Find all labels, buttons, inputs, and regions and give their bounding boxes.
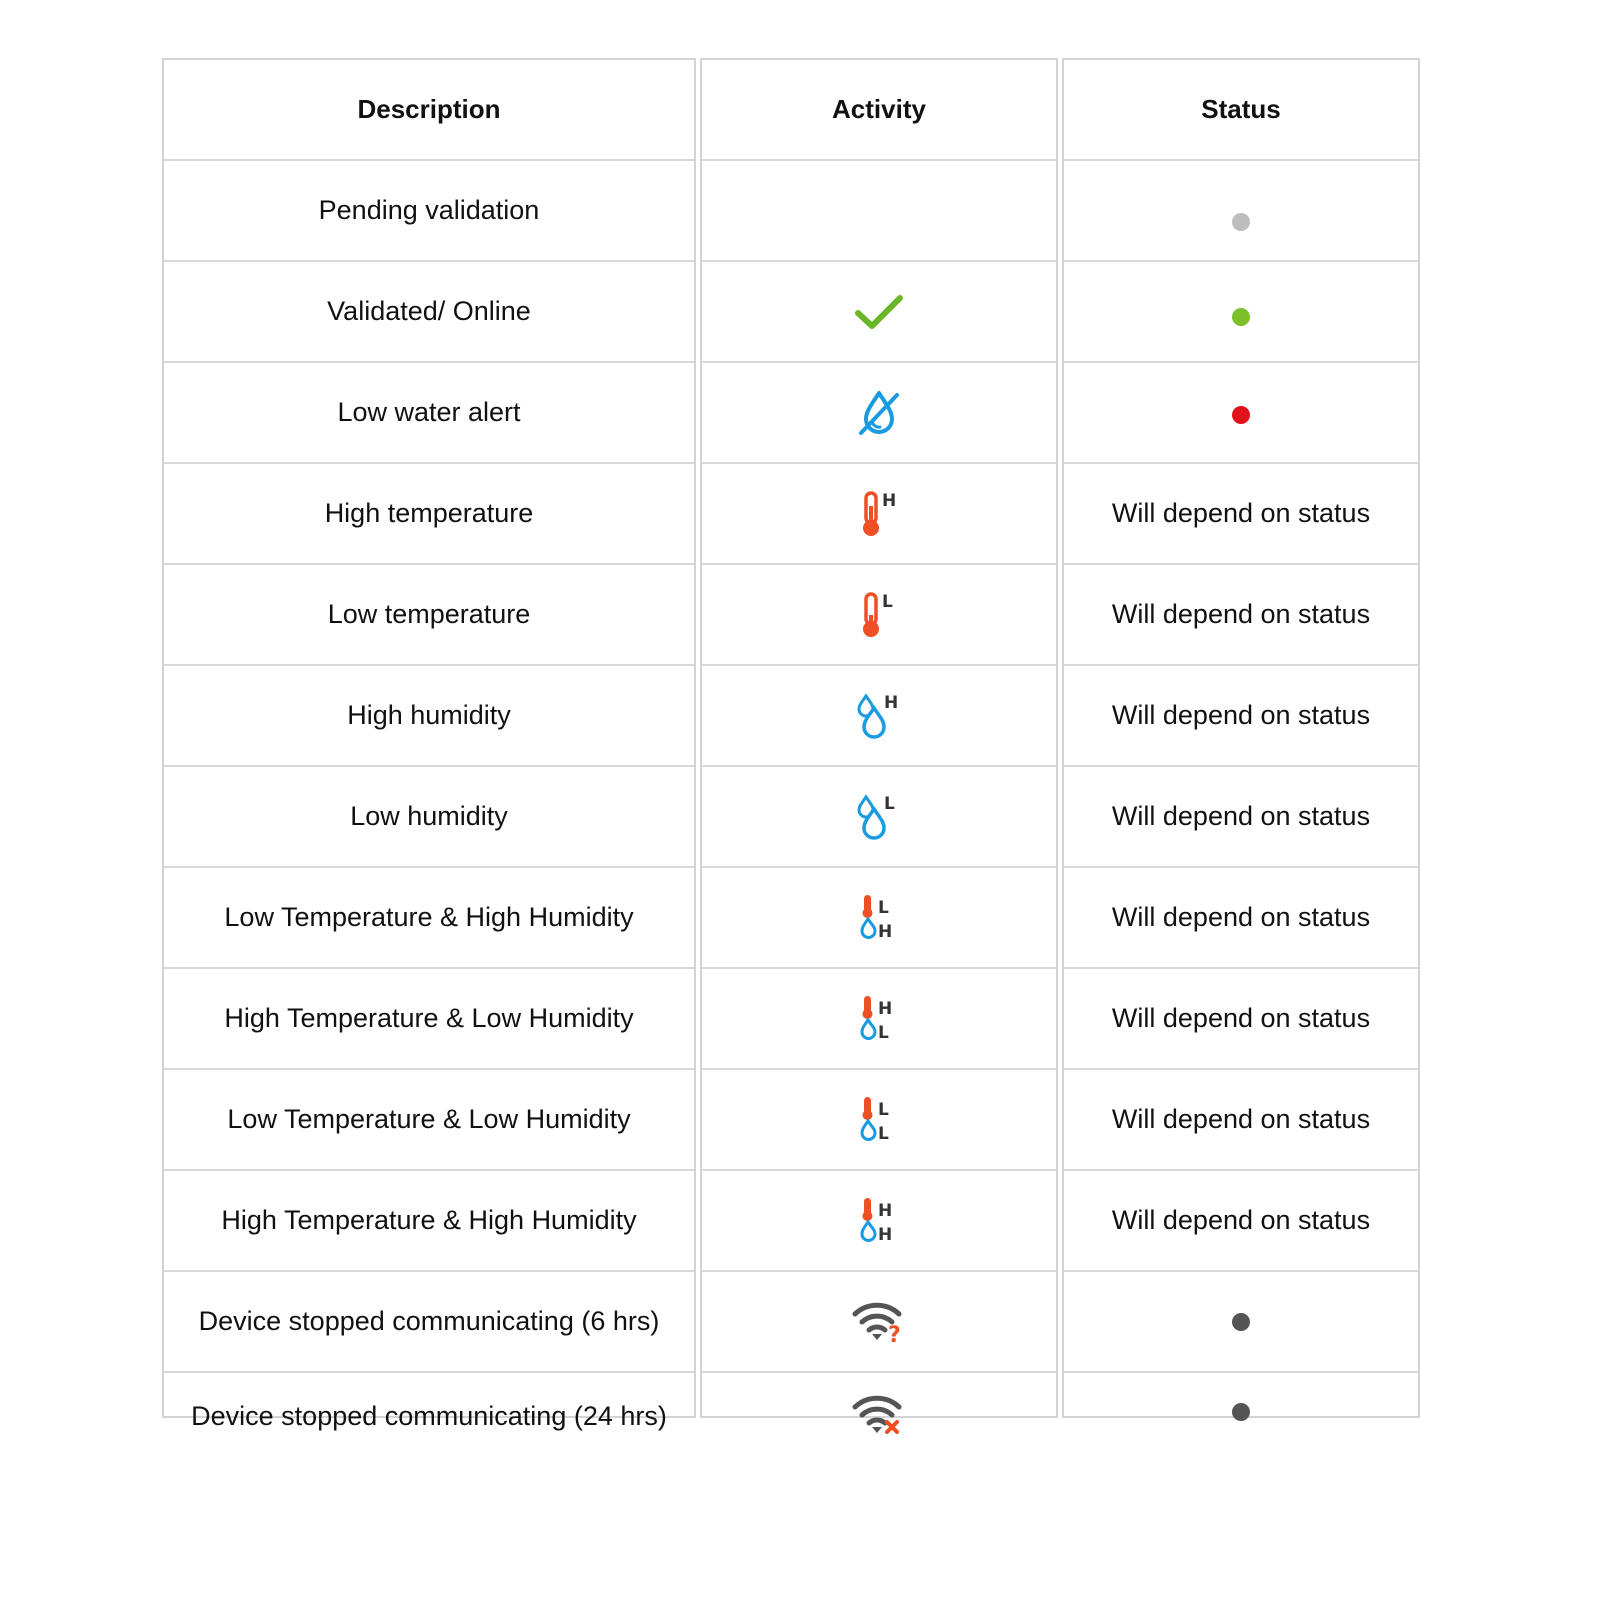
status-dot-grey bbox=[1232, 213, 1250, 231]
row-1-activity bbox=[702, 161, 1056, 262]
temp-letter: H bbox=[878, 998, 893, 1019]
row-7-activity bbox=[702, 767, 1056, 868]
question-mark: ? bbox=[888, 1322, 901, 1344]
row-3-description: Low water alert bbox=[164, 363, 694, 464]
row-2-activity bbox=[702, 262, 1056, 363]
row-10-description: Low Temperature & Low Humidity bbox=[164, 1070, 694, 1171]
header-status: Status bbox=[1064, 60, 1418, 161]
temp-low-humidity-high-icon bbox=[856, 892, 902, 944]
row-9-activity bbox=[702, 969, 1056, 1070]
row-12-description: Device stopped communicating (6 hrs) bbox=[164, 1272, 694, 1373]
thermometer-low-icon bbox=[856, 589, 902, 641]
row-3-activity bbox=[702, 363, 1056, 464]
row-2-status bbox=[1064, 262, 1418, 363]
humidity-letter: L bbox=[878, 1123, 889, 1144]
temp-low-humidity-low-icon bbox=[856, 1094, 902, 1146]
humidity-low-letter: L bbox=[884, 793, 895, 814]
temp-high-humidity-low-icon bbox=[856, 993, 902, 1045]
description-column bbox=[162, 58, 696, 1431]
temp-high-letter: H bbox=[882, 490, 897, 511]
row-1-status bbox=[1064, 161, 1418, 262]
row-5-description: Low temperature bbox=[164, 565, 694, 666]
check-icon bbox=[854, 292, 904, 332]
humidity-letter: H bbox=[878, 921, 893, 942]
row-10-status: Will depend on status bbox=[1064, 1070, 1418, 1171]
no-water-icon bbox=[856, 387, 902, 439]
row-6-status: Will depend on status bbox=[1064, 666, 1418, 767]
humidity-letter: L bbox=[878, 1022, 889, 1043]
row-11-activity bbox=[702, 1171, 1056, 1272]
row-8-status: Will depend on status bbox=[1064, 868, 1418, 969]
header-description: Description bbox=[164, 60, 694, 161]
wifi-x-icon bbox=[852, 1393, 906, 1437]
row-13-activity bbox=[702, 1373, 1056, 1436]
humidity-high-letter: H bbox=[884, 692, 899, 713]
row-6-description: High humidity bbox=[164, 666, 694, 767]
status-column bbox=[1062, 58, 1420, 1418]
row-11-description: High Temperature & High Humidity bbox=[164, 1171, 694, 1272]
status-dot-green bbox=[1232, 308, 1250, 326]
status-dot-dark bbox=[1232, 1403, 1250, 1421]
row-11-status: Will depend on status bbox=[1064, 1171, 1418, 1272]
wifi-question-icon bbox=[852, 1300, 906, 1344]
row-9-description: High Temperature & Low Humidity bbox=[164, 969, 694, 1070]
row-7-status: Will depend on status bbox=[1064, 767, 1418, 868]
temp-letter: H bbox=[878, 1200, 893, 1221]
row-2-description: Validated/ Online bbox=[164, 262, 694, 363]
header-activity: Activity bbox=[702, 60, 1056, 161]
activity-column bbox=[700, 58, 1058, 1418]
temp-high-humidity-high-icon bbox=[856, 1195, 902, 1247]
row-3-status bbox=[1064, 363, 1418, 464]
row-4-description: High temperature bbox=[164, 464, 694, 565]
row-13-description: Device stopped communicating (24 hrs) bbox=[191, 1401, 667, 1431]
row-10-activity bbox=[702, 1070, 1056, 1171]
row-1-description: Pending validation bbox=[164, 161, 694, 262]
row-5-status: Will depend on status bbox=[1064, 565, 1418, 666]
row-4-status: Will depend on status bbox=[1064, 464, 1418, 565]
row-8-activity bbox=[702, 868, 1056, 969]
row-4-activity bbox=[702, 464, 1056, 565]
row-5-activity bbox=[702, 565, 1056, 666]
status-dot-red bbox=[1232, 406, 1250, 424]
temp-letter: L bbox=[878, 897, 889, 918]
thermometer-high-icon bbox=[856, 488, 902, 540]
humidity-letter: H bbox=[878, 1224, 893, 1245]
temp-letter: L bbox=[878, 1099, 889, 1120]
humidity-high-icon bbox=[856, 690, 902, 742]
row-13-status bbox=[1064, 1373, 1418, 1446]
row-7-description: Low humidity bbox=[164, 767, 694, 868]
row-6-activity bbox=[702, 666, 1056, 767]
row-12-status bbox=[1064, 1272, 1418, 1373]
row-8-description: Low Temperature & High Humidity bbox=[164, 868, 694, 969]
temp-low-letter: L bbox=[882, 591, 893, 612]
status-dot-dark bbox=[1232, 1313, 1250, 1331]
humidity-low-icon bbox=[856, 791, 902, 843]
row-12-activity bbox=[702, 1272, 1056, 1373]
row-9-status: Will depend on status bbox=[1064, 969, 1418, 1070]
